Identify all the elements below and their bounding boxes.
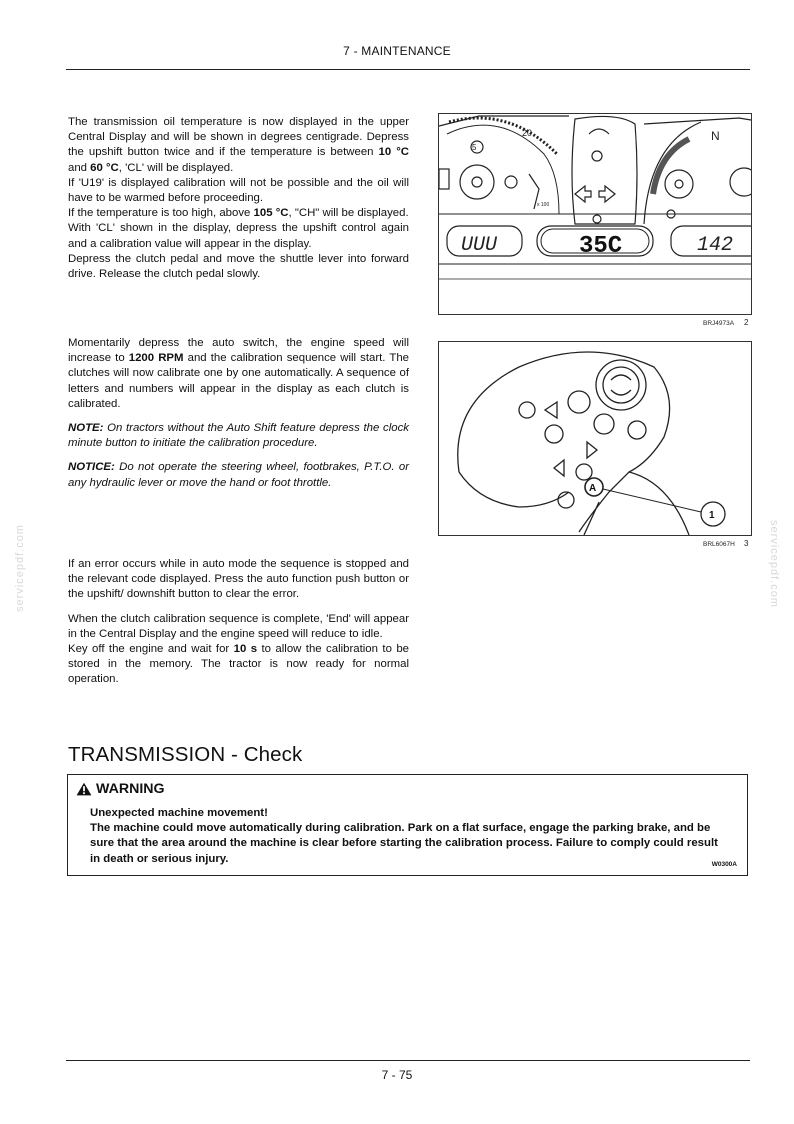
warning-body xyxy=(90,806,730,867)
instrument-cluster-drawing xyxy=(439,114,751,314)
footer-rule xyxy=(66,1060,750,1061)
paragraph-auto-switch: Momentarily depress the auto switch, the engine speed will increase to 1200 RPM and the calibration sequence will start. The clutches will now calibrate one by one automatically. A sequence of letters and numbers will appear in the display as each clutch is calibrated. xyxy=(68,337,409,410)
header-rule xyxy=(66,69,750,70)
tachometer-panel xyxy=(439,116,569,214)
center-panel xyxy=(572,116,637,224)
dial-label-n: N xyxy=(711,129,720,143)
paragraph-temperature: The transmission oil temperature is now displayed in the upper Central Display and will be shown in degrees centigrade. Depress the upshift button twice and if the temperature is between 10 °C and 60 °C, 'CL' will be displayed. xyxy=(68,116,409,174)
text-block-temperature xyxy=(68,115,409,282)
paragraph-clutch-pedal: Depress the clutch pedal and move the shuttle lever into forward drive. Release the clutch pedal slowly. xyxy=(68,252,409,281)
watermark-right: servicepdf.com xyxy=(768,520,780,608)
svg-text:5: 5 xyxy=(472,143,477,152)
paragraph-cl-shown: With 'CL' shown in the display, depress the upshift control again and a calibration value will appear in the display. xyxy=(68,222,409,250)
warning-code: W0300A xyxy=(711,861,737,868)
right-panel xyxy=(644,118,751,224)
page-header: 7 - MAINTENANCE xyxy=(343,44,451,58)
paragraph-too-high: If the temperature is too high, above 105 °C, "CH" will be displayed. xyxy=(68,207,409,220)
dial-unit: x 100 xyxy=(537,202,550,208)
paragraph-u19: If 'U19' is displayed calibration will not be possible and the oil will have to be warmed before proceeding. xyxy=(68,176,409,205)
display-center-readout: 35C xyxy=(579,233,623,260)
figure-shuttle-lever xyxy=(438,341,752,536)
display-left-readout: UUU xyxy=(461,234,498,257)
text-block-error xyxy=(68,557,409,688)
warning-triangle-icon xyxy=(76,782,92,796)
section-title: TRANSMISSION - Check xyxy=(68,743,303,766)
paragraph-key-off: Key off the engine and wait for 10 s to allow the calibration to be stored in the memory. The tractor is now ready for normal operation. xyxy=(68,643,409,686)
figure-instrument-display xyxy=(438,113,752,315)
paragraph-error: If an error occurs while in auto mode the sequence is stopped and the relevant code displayed. Press the auto function push button or the upshift/ downshift button to clear the error. xyxy=(68,558,409,601)
dial-label-20: 20 xyxy=(522,128,533,138)
notice-paragraph: NOTICE: Do not operate the steering wheel, footbrakes, P.T.O. or any hydraulic lever or move the hand or foot throttle. xyxy=(68,461,409,489)
figure3-caption: BRL6067H xyxy=(703,541,735,548)
figure2-number: 2 xyxy=(744,318,749,327)
warning-heading: WARNING xyxy=(76,781,165,797)
shuttle-lever-drawing xyxy=(439,342,751,535)
paragraph-end: When the clutch calibration sequence is complete, 'End' will appear in the Central Display and the engine speed will reduce to idle. xyxy=(68,612,409,640)
text-block-auto-switch xyxy=(68,336,409,491)
button-a-label: A xyxy=(589,483,597,494)
display-right-readout: 142 xyxy=(697,234,734,257)
warning-line2: The machine could move automatically during calibration. Park on a flat surface, engage the parking brake, and be sure that the area around the machine is clear before starting the calibration process. Failure to comply could result in death or serious injury. xyxy=(90,822,718,865)
page-number: 7 - 75 xyxy=(381,1068,413,1082)
watermark-left: servicepdf.com xyxy=(14,524,26,612)
note-paragraph: NOTE: On tractors without the Auto Shift feature depress the clock minute button to initiate the calibration procedure. xyxy=(68,422,409,450)
callout-1-label: 1 xyxy=(709,510,715,521)
figure2-caption: BRJ4973A xyxy=(703,320,735,327)
warning-line1: Unexpected machine movement! xyxy=(90,807,268,819)
figure3-number: 3 xyxy=(744,539,749,548)
warning-box xyxy=(67,774,748,876)
